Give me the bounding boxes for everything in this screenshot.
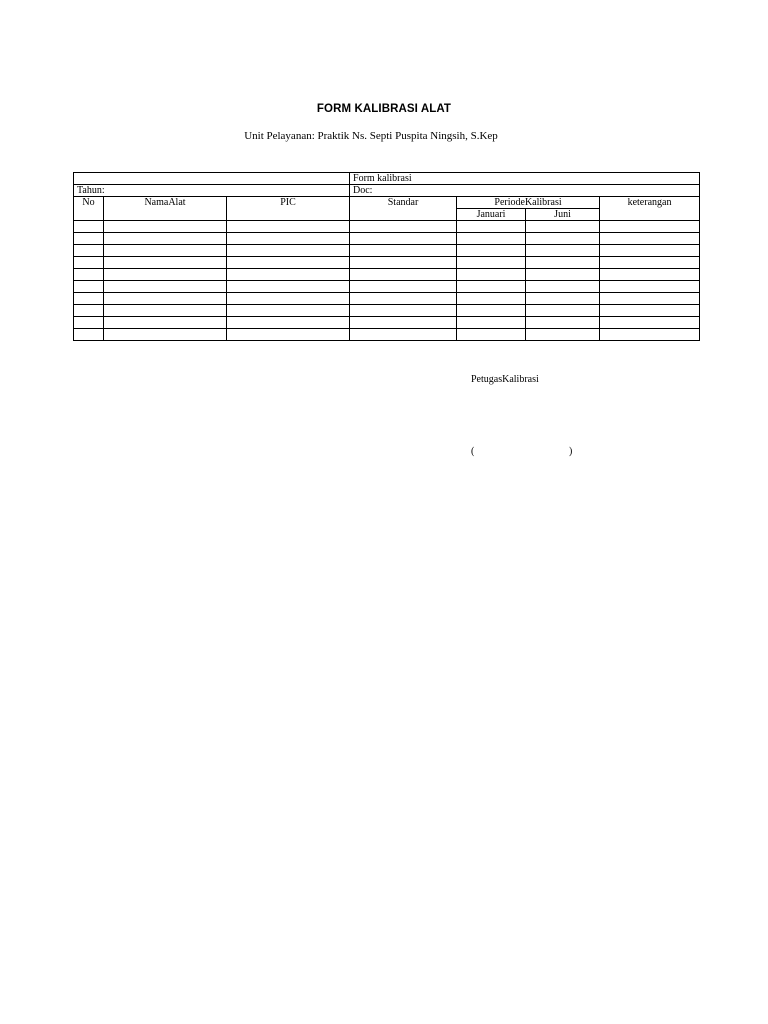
table-cell [457, 305, 526, 317]
table-cell [227, 329, 350, 341]
table-row [74, 281, 700, 293]
table-cell [74, 257, 104, 269]
table-cell [227, 245, 350, 257]
table-cell [227, 293, 350, 305]
table-cell [74, 293, 104, 305]
table-cell [350, 233, 457, 245]
table-cell [104, 233, 227, 245]
form-title: FORM KALIBRASI ALAT [316, 103, 452, 115]
table-cell [74, 329, 104, 341]
table-cell [457, 245, 526, 257]
table-cell [227, 305, 350, 317]
table-cell [350, 257, 457, 269]
table-cell [600, 305, 700, 317]
header-juni: Juni [526, 209, 600, 221]
header-januari: Januari [457, 209, 526, 221]
table-cell [526, 257, 600, 269]
header-nama-alat: NamaAlat [104, 197, 227, 221]
calibration-table [73, 172, 700, 341]
table-cell [104, 317, 227, 329]
table-cell [104, 281, 227, 293]
table-cell [104, 245, 227, 257]
signature-close-paren: ) [569, 446, 573, 457]
table-cell [104, 221, 227, 233]
table-cell [350, 245, 457, 257]
doc-label: Doc: [350, 185, 700, 197]
table-cell [350, 329, 457, 341]
table-cell [74, 281, 104, 293]
table-cell [74, 245, 104, 257]
table-cell [600, 281, 700, 293]
table-cell [227, 257, 350, 269]
caption-row [74, 173, 700, 185]
table-cell [350, 317, 457, 329]
table-cell [457, 257, 526, 269]
petugas-kalibrasi-label: PetugasKalibrasi [471, 374, 539, 385]
table-cell [600, 329, 700, 341]
header-keterangan: keterangan [600, 197, 700, 221]
signature-open-paren: ( [471, 446, 475, 457]
table-cell [600, 317, 700, 329]
table-cell [457, 317, 526, 329]
header-standar: Standar [350, 197, 457, 221]
table-row [74, 269, 700, 281]
table-cell [526, 221, 600, 233]
table-cell [457, 329, 526, 341]
table-cell [526, 317, 600, 329]
table-row [74, 293, 700, 305]
unit-pelayanan-line: Unit Pelayanan: Praktik Ns. Septi Puspita Ningsih, S.Kep [244, 130, 498, 142]
table-cell [526, 245, 600, 257]
table-cell [350, 269, 457, 281]
table-caption: Form kalibrasi [350, 173, 700, 185]
meta-row [74, 185, 700, 197]
table-cell [104, 293, 227, 305]
table-cell [74, 233, 104, 245]
table-cell [457, 281, 526, 293]
table-cell [526, 269, 600, 281]
header-row [74, 197, 700, 209]
table-cell [227, 269, 350, 281]
table-row [74, 329, 700, 341]
table-row [74, 221, 700, 233]
table-cell [227, 221, 350, 233]
table-cell [526, 305, 600, 317]
table-cell [457, 269, 526, 281]
table-cell [457, 221, 526, 233]
table-cell [600, 257, 700, 269]
table-cell [526, 233, 600, 245]
table-cell [74, 317, 104, 329]
table-cell [104, 269, 227, 281]
table-row [74, 257, 700, 269]
table-cell [600, 233, 700, 245]
table-cell [457, 233, 526, 245]
table-row [74, 245, 700, 257]
header-pic: PIC [227, 197, 350, 221]
header-no: No [74, 197, 104, 221]
table-cell [227, 317, 350, 329]
table-row [74, 317, 700, 329]
header-periode-kalibrasi: PeriodeKalibrasi [457, 197, 600, 209]
table-row [74, 233, 700, 245]
table-cell [227, 281, 350, 293]
table-cell [526, 281, 600, 293]
table-cell [74, 269, 104, 281]
table-cell [350, 221, 457, 233]
table-cell [104, 329, 227, 341]
table-cell [526, 293, 600, 305]
table-cell [350, 305, 457, 317]
table-cell [227, 233, 350, 245]
table-cell [600, 269, 700, 281]
table-cell [600, 293, 700, 305]
table-cell [104, 257, 227, 269]
table-cell [350, 281, 457, 293]
table-cell [600, 245, 700, 257]
tahun-label: Tahun: [74, 185, 350, 197]
table-cell [457, 293, 526, 305]
table-cell [600, 221, 700, 233]
table-cell [74, 221, 104, 233]
table-cell [526, 329, 600, 341]
table-cell [104, 305, 227, 317]
table-cell [350, 293, 457, 305]
table-row [74, 305, 700, 317]
table-cell [74, 305, 104, 317]
